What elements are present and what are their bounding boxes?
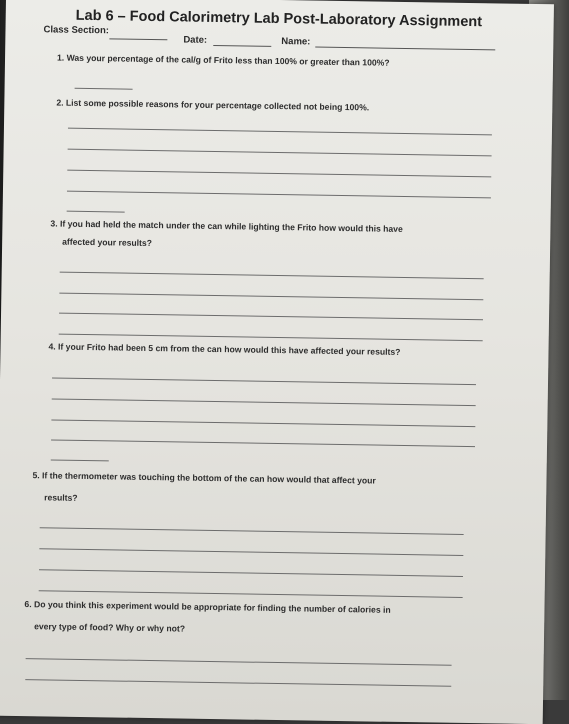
question-6 [24,599,390,615]
question-number: 4. [48,341,56,352]
page-title: Lab 6 – Food Calorimetry Lab Post-Laboratory Assignment [75,7,483,31]
question-number: 3. [50,218,58,229]
question-text: Do you think this experiment would be appropriate for finding the number of calories in [33,599,391,615]
answer-line[interactable] [60,272,484,280]
question-2 [56,98,369,113]
question-text: If your Frito had been 5 cm from the can how would this have affected your results? [58,341,401,357]
date-field[interactable] [213,45,271,47]
answer-line[interactable] [59,293,483,301]
answer-line[interactable] [75,88,133,90]
class-section-label: Class Section: [43,24,110,37]
answer-line[interactable] [51,459,109,461]
question-number: 6. [24,599,32,610]
answer-line[interactable] [39,548,463,556]
answer-line[interactable] [52,377,476,385]
question-6-continued: every type of food? Why or why not? [34,621,186,634]
answer-line[interactable] [25,679,451,687]
answer-line[interactable] [67,191,491,199]
question-3 [50,218,402,234]
question-number: 5. [32,470,40,481]
question-5-continued: results? [44,492,78,503]
question-text: Was your percentage of the cal/g of Frito less than 100% or greater than 100%? [66,52,390,68]
answer-line[interactable] [40,527,464,535]
answer-line[interactable] [39,590,463,598]
answer-line[interactable] [68,149,492,157]
date-label: Date: [183,34,208,46]
question-5 [32,470,375,485]
question-1 [57,53,390,68]
answer-line[interactable] [68,128,492,136]
answer-line[interactable] [39,569,463,577]
question-number: 1. [56,52,65,63]
class-section-field[interactable] [109,38,167,40]
question-3-continued: affected your results? [62,236,153,249]
name-label: Name: [281,36,311,48]
answer-line[interactable] [51,439,475,447]
question-number: 2. [56,97,64,108]
question-text: List some possible reasons for your percentage collected not being 100%. [65,97,370,113]
question-text: If the thermometer was touching the bottom of the can how would that affect your [41,470,376,486]
answer-line[interactable] [59,313,483,321]
answer-line[interactable] [52,398,476,406]
name-field[interactable] [315,47,495,51]
question-text: If you had held the match under the can while lighting the Frito how would this have [59,218,403,234]
answer-line[interactable] [59,334,483,342]
answer-line[interactable] [67,211,125,213]
answer-line[interactable] [26,658,452,666]
question-4 [48,341,400,357]
answer-line[interactable] [67,170,491,178]
answer-line[interactable] [51,419,475,427]
